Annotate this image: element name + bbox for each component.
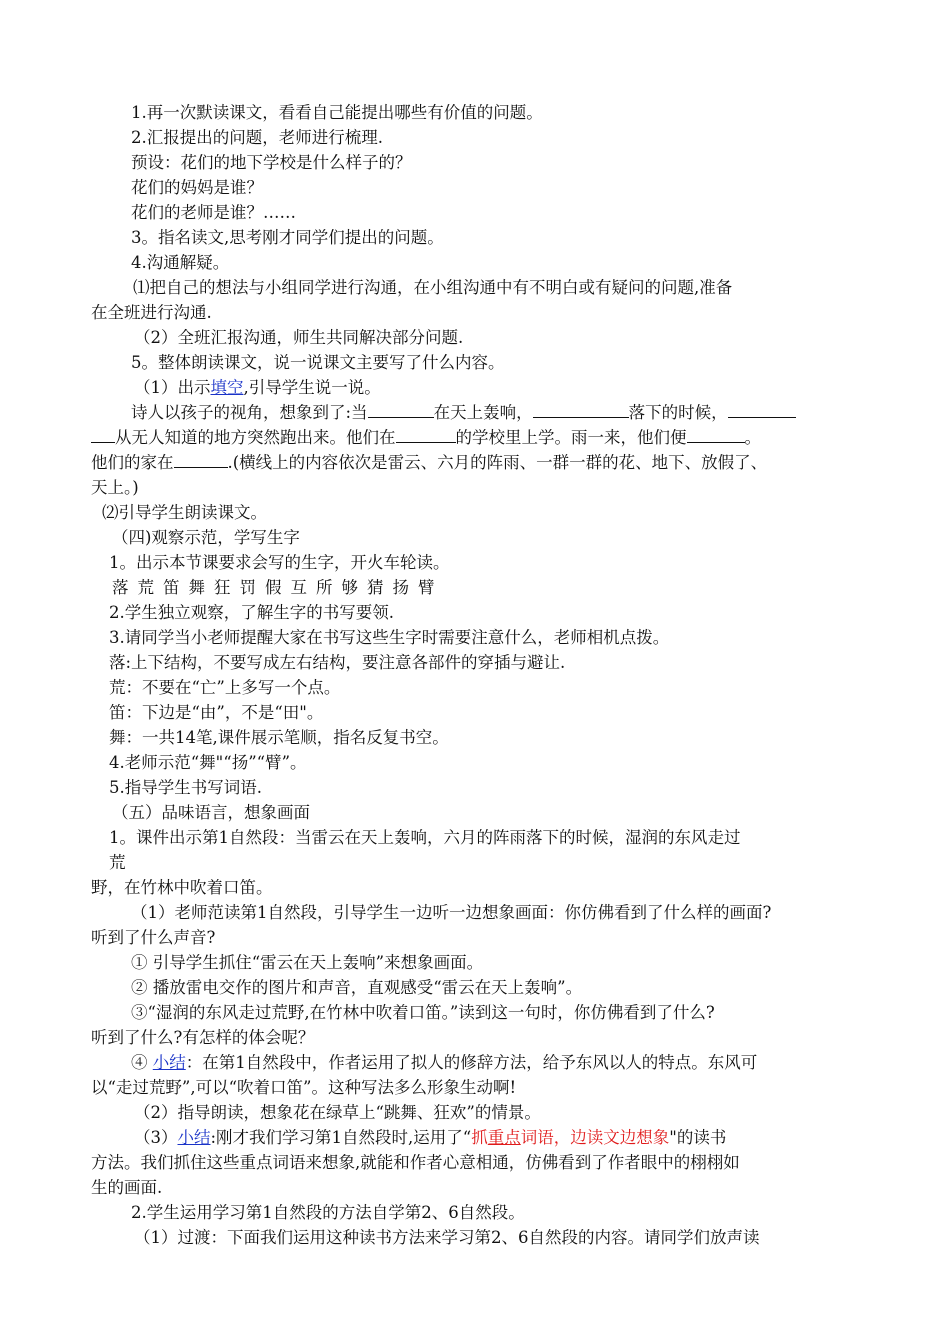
summary-link[interactable]: 小结 — [152, 1053, 186, 1072]
para-line — [134, 1126, 726, 1150]
line-text: ：在第1自然段中，作者运用了拟人的修辞方法，给予东风以人的特点。东风可 — [185, 1053, 758, 1072]
para-line: 以“走过荒野”,可以“吹着口笛”。这种写法多么形象生动啊! — [91, 1078, 517, 1097]
para-line: ⑵引导学生朗读课文。 — [102, 503, 267, 522]
line-text: 在天上轰响， — [433, 403, 533, 422]
character-item: 够 — [341, 578, 358, 597]
para-line: 1。课件出示第1自然段：当雷云在天上轰响，六月的阵雨落下的时候，湿润的东风走过 — [109, 828, 741, 847]
para-line: 3。指名读文,思考刚才同学们提出的问题。 — [131, 228, 444, 247]
para-line — [91, 451, 767, 475]
para-line: 2.学生运用学习第1自然段的方法自学第2、6自然段。 — [131, 1203, 525, 1222]
para-line — [131, 1051, 757, 1075]
para-line: 预设：花们的地下学校是什么样子的？ — [131, 153, 412, 172]
para-line: 2.汇报提出的问题，老师进行梳理. — [131, 128, 383, 147]
character-item: 舞 — [188, 578, 205, 597]
para-line: 舞：一共14笔,课件展示笔顺，指名反复书空。 — [109, 728, 449, 747]
line-text: 他们的家在 — [91, 453, 174, 472]
para-line: 生的画面. — [91, 1178, 163, 1197]
character-item: 假 — [265, 578, 282, 597]
para-line: ② 播放雷电交作的图片和声音，直观感受“雷云在天上轰响”。 — [131, 978, 583, 997]
para-line: 荒 — [109, 853, 126, 872]
character-item: 互 — [290, 578, 307, 597]
para-line: 2.学生独立观察，了解生字的书写要领. — [109, 603, 394, 622]
line-text: 诗人以孩子的视角，想象到了:当 — [131, 403, 368, 422]
line-text: （1）出示 — [134, 378, 211, 397]
para-line: 笛：下边是“由”，不是“田"。 — [109, 703, 324, 722]
character-item: 扬 — [392, 578, 409, 597]
para-line: 4.沟通解疑。 — [131, 253, 230, 272]
line-text: 从无人知道的地方突然跑出来。他们在 — [115, 428, 396, 447]
character-item: 所 — [316, 578, 333, 597]
para-line: 5.指导学生书写词语. — [109, 778, 262, 797]
answer-blank — [368, 401, 434, 418]
answer-blank — [533, 401, 629, 418]
para-line: （2）全班汇报沟通，师生共同解决部分问题. — [134, 328, 464, 347]
para-line — [134, 376, 381, 400]
para-line: 花们的老师是谁？…… — [131, 203, 296, 222]
para-line: 落:上下结构，不要写成左右结构，要注意各部件的穿插与避让. — [109, 653, 566, 672]
highlight-text: 抓 — [471, 1128, 488, 1147]
line-text: .(横线上的内容依次是雷云、六月的阵雨、一群一群的花、地下、放假了、 — [227, 453, 768, 472]
para-line: 荒：不要在“亡”上多写一个点。 — [109, 678, 341, 697]
para-line — [91, 426, 761, 450]
key-words-link[interactable]: 重点 — [487, 1128, 521, 1147]
para-line: ① 引导学生抓住“雷云在天上轰响”来想象画面。 — [131, 953, 484, 972]
answer-blank — [174, 451, 228, 468]
para-line: （2）指导朗读，想象花在绿草上“跳舞、狂欢”的情景。 — [134, 1103, 541, 1122]
highlight-text: 词语，边读文边想象 — [520, 1128, 670, 1147]
answer-blank — [728, 401, 796, 418]
line-text: 。 — [744, 428, 761, 447]
line-text: "的读书 — [669, 1128, 727, 1147]
character-item: 笛 — [163, 578, 180, 597]
character-item: 落 — [112, 578, 129, 597]
para-line: 5。整体朗读课文，说一说课文主要写了什么内容。 — [131, 353, 505, 372]
character-item: 荒 — [137, 578, 154, 597]
para-line: （1）老师范读第1自然段，引导学生一边听一边想象画面：你仿佛看到了什么样的画面? — [131, 903, 772, 922]
para-line — [131, 401, 796, 425]
line-text: 落下的时候， — [628, 403, 728, 422]
line-text: （3） — [134, 1128, 178, 1147]
para-line: 3.请同学当小老师提醒大家在书写这些生字时需要注意什么，老师相机点拨。 — [109, 628, 670, 647]
para-line: 方法。我们抓住这些重点词语来想象,就能和作者心意相通，仿佛看到了作者眼中的栩栩如 — [91, 1153, 740, 1172]
para-line: 野，在竹林中吹着口笛。 — [91, 878, 273, 897]
para-line: 听到了什么?有怎样的体会呢？ — [91, 1028, 315, 1047]
character-list — [112, 576, 444, 600]
character-item: 臂 — [418, 578, 435, 597]
para-line: 1.再一次默读课文，看看自己能提出哪些有价值的问题。 — [131, 103, 543, 122]
character-item: 罚 — [239, 578, 256, 597]
section-heading: （四)观察示范，学写生字 — [112, 528, 300, 547]
para-line: 1。出示本节课要求会写的生字，开火车轮读。 — [109, 553, 450, 572]
para-line: （1）过渡：下面我们运用这种读书方法来学习第2、6自然段的内容。请同学们放声读 — [134, 1228, 760, 1247]
line-text: :刚才我们学习第1自然段时,运用了“ — [210, 1128, 472, 1147]
para-line: 4.老师示范“舞"“扬”“臂”。 — [109, 753, 307, 772]
para-line: 在全班进行沟通. — [91, 303, 212, 322]
character-item: 猜 — [367, 578, 384, 597]
para-line: 天上。) — [91, 478, 139, 497]
fill-blank-link[interactable]: 填空 — [210, 378, 244, 397]
line-text: 的学校里上学。雨一来，他们便 — [455, 428, 687, 447]
answer-blank — [687, 426, 745, 443]
para-line: ⑴把自己的想法与小组同学进行沟通，在小组沟通中有不明白或有疑问的问题,准备 — [133, 278, 733, 297]
line-text: ④ — [131, 1053, 153, 1072]
para-line: 听到了什么声音? — [91, 928, 216, 947]
summary-link[interactable]: 小结 — [177, 1128, 211, 1147]
answer-blank — [396, 426, 456, 443]
line-text: ,引导学生说一说。 — [243, 378, 381, 397]
character-item: 狂 — [214, 578, 231, 597]
para-line: ③“湿润的东风走过荒野,在竹林中吹着口笛。”读到这一句时，你仿佛看到了什么? — [131, 1003, 715, 1022]
para-line: 花们的妈妈是谁？ — [131, 178, 263, 197]
answer-blank — [91, 426, 115, 443]
section-heading: （五）品味语言，想象画面 — [112, 803, 310, 822]
